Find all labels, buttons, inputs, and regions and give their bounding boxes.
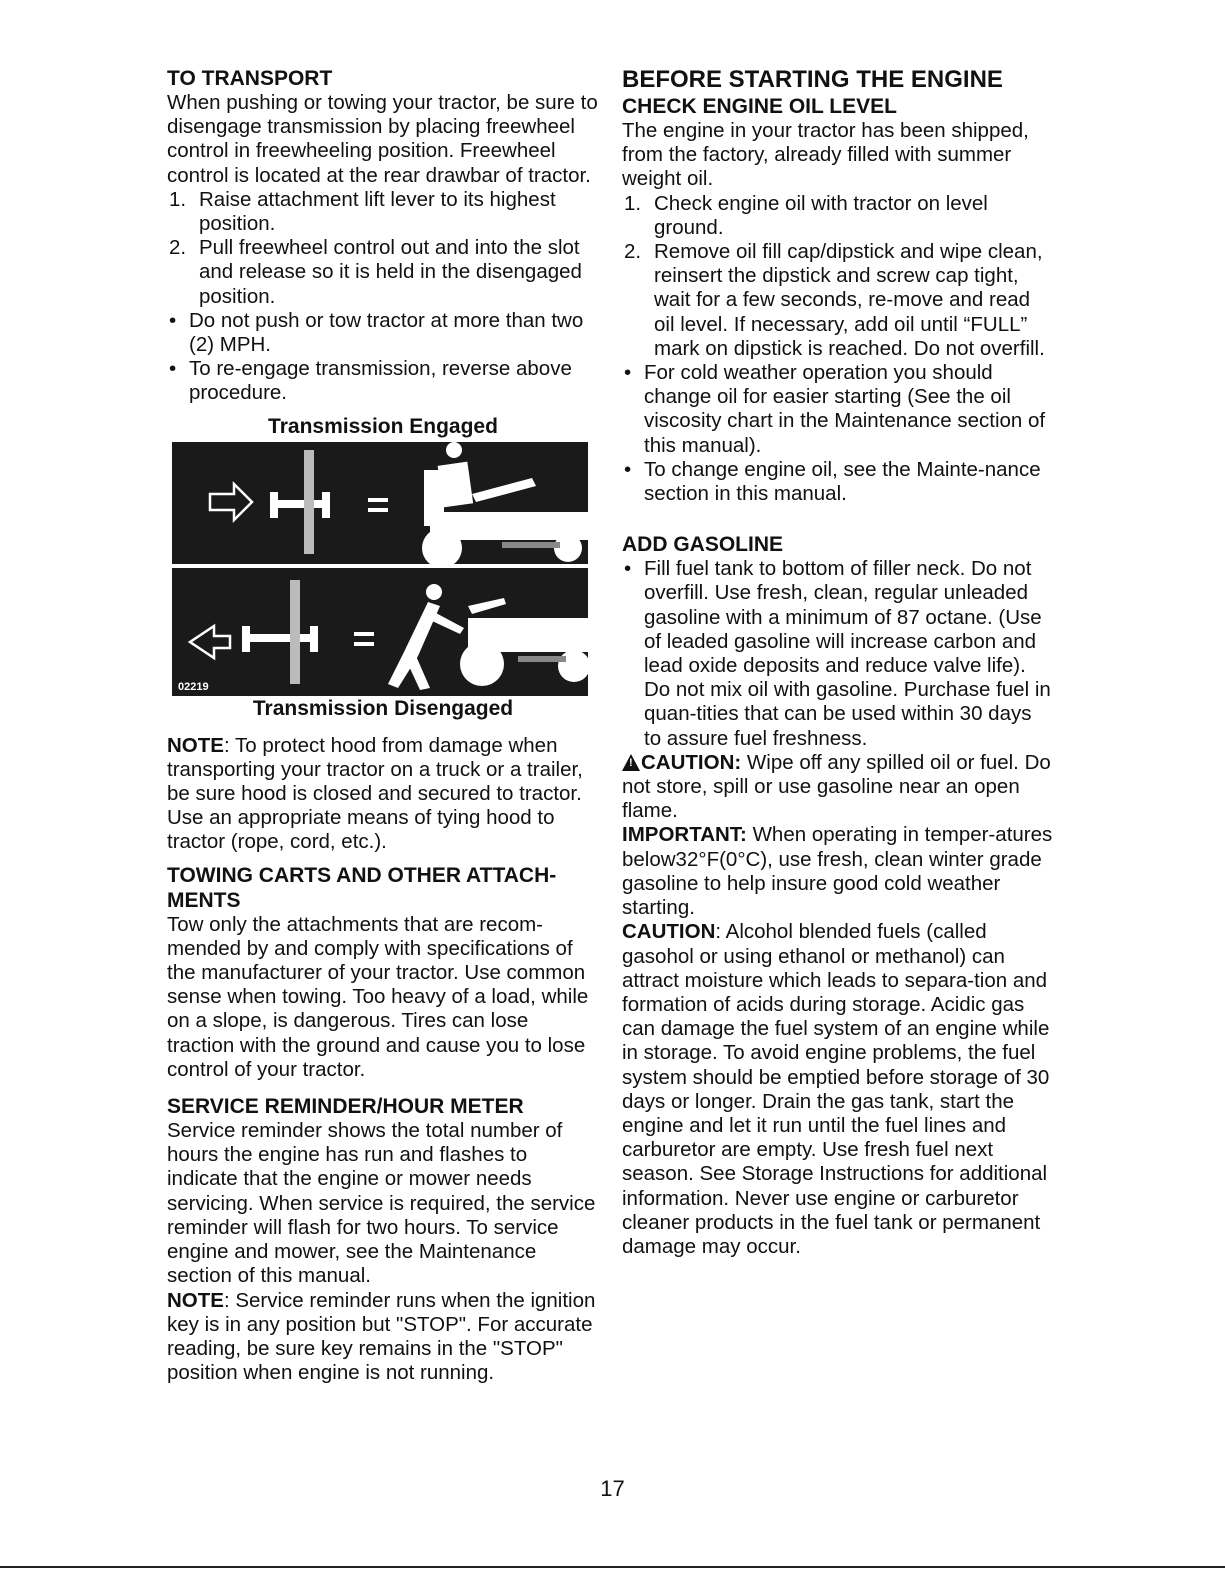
towing-text: Tow only the attachments that are recom-mended by and comply with specifications of the manufacturer of your tractor. Use common sense when towing. Too heavy of a load, while on a slope, is dangerous. Tires can lose traction with the ground and cause you to lose control of your tractor. <box>167 912 589 1081</box>
transmission-figure <box>172 442 588 696</box>
service-heading: SERVICE REMINDER/HOUR METER <box>167 1095 524 1119</box>
transport-step-1: 1. Raise attachment lift lever to its highest position. <box>169 187 556 236</box>
transport-step-2: 2. Pull freewheel control out and into the slot and release so it is held in the disengaged position. <box>169 236 582 308</box>
before-starting-heading: BEFORE STARTING THE ENGINE <box>622 66 1003 93</box>
towing-heading: TOWING CARTS AND OTHER ATTACH-MENTS <box>167 863 557 912</box>
figure-caption-disengaged: Transmission Disengaged <box>252 696 514 720</box>
gasoline-heading: ADD GASOLINE <box>622 533 784 557</box>
important-label: IMPORTANT: <box>622 823 747 847</box>
left-column <box>167 66 599 1385</box>
bottom-rule <box>0 1566 1225 1568</box>
transport-bullet-1: • Do not push or tow tractor at more than two (2) MPH. <box>169 308 584 357</box>
service-note: NOTE: Service reminder runs when the ignition key is in any position but "STOP". For accurate reading, be sure key remains in the "STOP" position when engine is not running. <box>167 1288 596 1385</box>
transport-note: NOTE: To protect hood from damage when transporting your tractor on a truck or a trailer, be sure hood is closed and secured to tractor. Use an appropriate means of tying hood to tractor (rope, cord, etc.). <box>167 733 583 854</box>
transmission-diagram <box>172 442 588 696</box>
oil-bullet-2: • To change engine oil, see the Mainte-nance section in this manual. <box>624 457 1041 506</box>
caution-label: CAUTION: <box>641 750 742 774</box>
figure-code: 02219 <box>178 680 209 693</box>
caution-wipe: !CAUTION: Wipe off any spilled oil or fuel. Do not store, spill or use gasoline near an open flame. <box>622 751 1054 824</box>
right-column <box>622 66 1054 1259</box>
transport-bullet-2: • To re-engage transmission, reverse above procedure. <box>169 357 572 405</box>
oil-intro: The engine in your tractor has been shipped, from the factory, already filled with summer weight oil. <box>622 119 1029 191</box>
oil-step-1: 1. Check engine oil with tractor on level ground. <box>624 191 988 239</box>
warning-triangle-icon <box>622 754 640 771</box>
note-label: NOTE <box>167 733 224 757</box>
figure-caption-engaged: Transmission Engaged <box>268 414 498 438</box>
important-note: IMPORTANT: When operating in temper-atures below32°F(0°C), use fresh, clean winter grade gasoline to help insure good cold weather starting. <box>622 823 1053 920</box>
caution-alcohol: CAUTION: Alcohol blended fuels (called gasohol or using ethanol or methanol) can attract moisture which leads to separa-tion and formation of acids during storage. Acidic gas can damage the fuel system of an engine while in storage. To avoid engine problems, the fuel system should be emptied before storage of 30 days or longer. Drain the gas tank, start the engine and let it run until the fuel lines and carburetor are empty. Use fresh fuel next season. See Storage Instructions for additional information. Never use engine or carburetor cleaner products in the fuel tank or permanent damage may occur. <box>622 920 1050 1258</box>
oil-bullet-1: • For cold weather operation you should change oil for easier starting (See the oil viscosity chart in the Maintenance section of this manual). <box>624 361 1046 457</box>
page-number: 17 <box>600 1476 625 1501</box>
oil-level-heading: CHECK ENGINE OIL LEVEL <box>622 95 897 118</box>
transport-heading: TO TRANSPORT <box>167 67 333 90</box>
service-text: Service reminder shows the total number of hours the engine has run and flashes to indicate that the engine or mower needs servicing. When service is required, the service reminder will flash for two hours. To service engine and mower, see the Maintenance section of this manual. <box>167 1119 596 1288</box>
transport-intro: When pushing or towing your tractor, be sure to disengage transmission by placing freewheel control in freewheeling position. Freewheel control is located at the rear drawbar of tractor. <box>167 91 598 187</box>
caution-alcohol-label: CAUTION <box>622 920 716 944</box>
service-note-label: NOTE <box>167 1288 224 1312</box>
gasoline-bullet-1: • Fill fuel tank to bottom of filler neck. Do not overfill. Use fresh, clean, regular unleaded gasoline with a minimum of 87 octane. (Use of leaded gasoline will increase carbon and lead oxide deposits and reduce valve life). Do not mix oil with gasoline. Purchase fuel in quan-tities that can be used within 30 days to assure fuel freshness. <box>624 557 1051 750</box>
oil-step-2: 2. Remove oil fill cap/dipstick and wipe clean, reinsert the dipstick and screw cap tight, wait for a few seconds, re-move and read oil level. If necessary, add oil until “FULL” mark on dipstick is reached. Do not overfill. <box>624 240 1045 360</box>
